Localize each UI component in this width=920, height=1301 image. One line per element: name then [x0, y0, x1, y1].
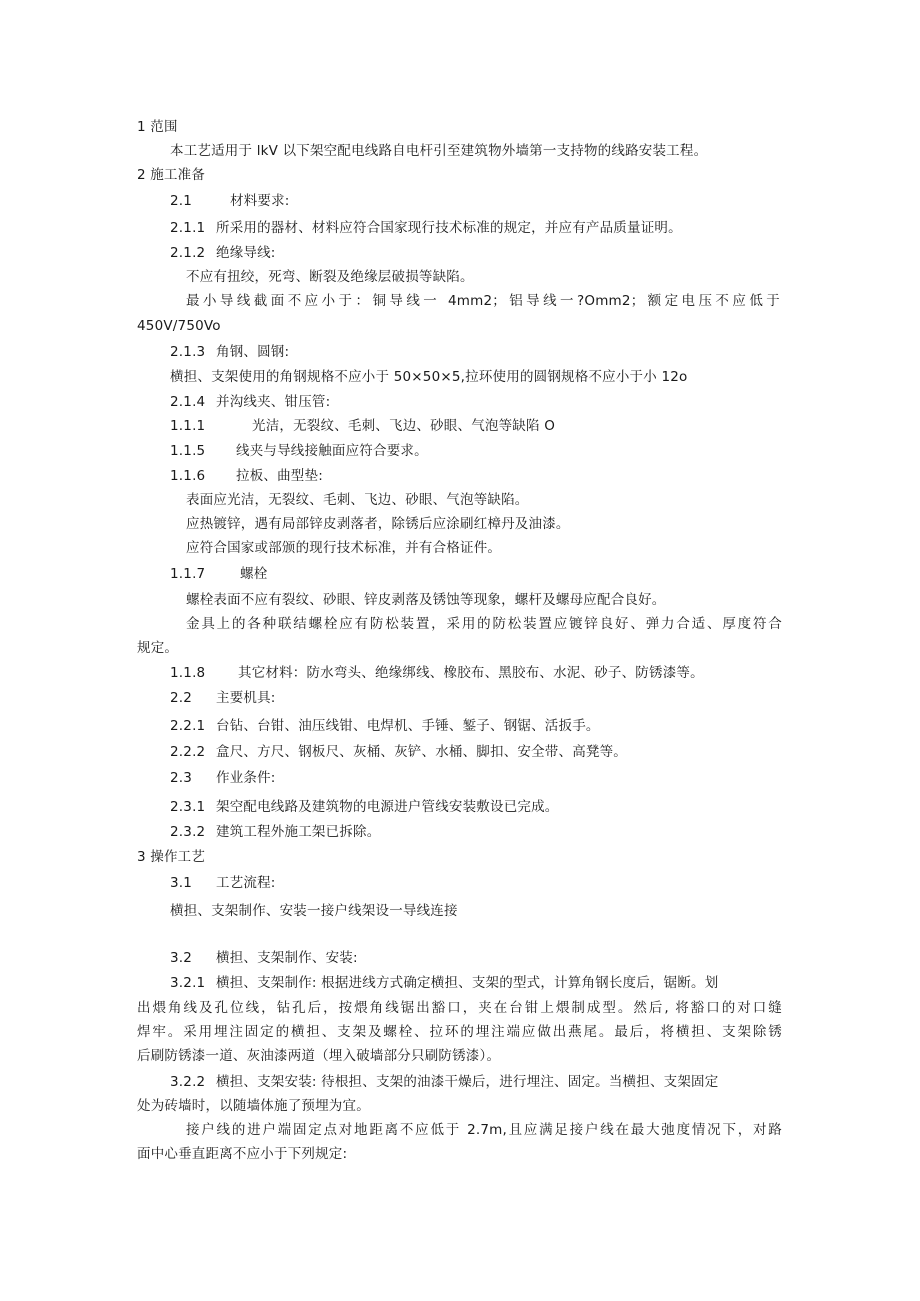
clause-1-1-1	[170, 416, 555, 436]
clause-3-2-2-line-2: 处为砖墙时，以随墙体施了预埋为宜。	[137, 1098, 370, 1114]
clause-text: 建筑工程外施工架已拆除。	[216, 824, 381, 840]
clause-number: 2.2.1	[170, 718, 206, 734]
clause-2-1-1	[170, 218, 682, 238]
clause-2-3-1	[170, 797, 559, 817]
clause-text: 线夹与导线接触面应符合要求。	[236, 443, 428, 459]
clause-2-1-2	[170, 243, 276, 263]
clause-3-2-1	[170, 973, 782, 993]
clause-number: 2.3	[170, 770, 193, 786]
clause-2-1	[170, 191, 290, 211]
clause-title: 作业条件:	[216, 770, 276, 786]
section-1-heading: 1 范围	[137, 119, 178, 135]
clause-title: 材料要求:	[230, 193, 290, 209]
plate-paragraph-1: 表面应光洁，无裂纹、毛刺、飞边、砂眼、气泡等缺陷。	[186, 492, 529, 508]
clause-3-2-2	[170, 1072, 782, 1092]
clause-text: 光洁，无裂纹、毛刺、飞边、砂眼、气泡等缺陷 O	[252, 418, 556, 434]
clause-text: 角钢、圆钢:	[216, 344, 290, 360]
clause-number: 2.1.1	[170, 220, 206, 236]
bolt-paragraph-1: 螺栓表面不应有裂纹、砂眼、锌皮剥落及锈蚀等现象，螺杆及螺母应配合良好。	[186, 592, 666, 608]
wire-paragraph-1: 不应有扭绞，死弯、断裂及绝缘层破损等缺陷。	[186, 269, 474, 285]
clause-2-3	[170, 768, 276, 788]
clause-1-1-5	[170, 441, 428, 461]
clause-1-1-7	[170, 564, 267, 584]
clause-text: 台钻、台钳、油压线钳、电焊机、手锤、錾子、钢锯、活扳手。	[216, 718, 600, 734]
clause-1-1-8	[170, 663, 704, 683]
steel-paragraph: 横担、支架使用的角钢规格不应小于 50×50×5,拉环使用的圆钢规格不应小于小 12o	[170, 369, 688, 385]
clause-1-1-6	[170, 466, 323, 486]
clause-2-2-1	[170, 716, 600, 736]
clause-number: 1.1.6	[170, 468, 206, 484]
clause-text: 拉板、曲型垫:	[236, 468, 323, 484]
clause-text: 螺栓	[240, 566, 268, 582]
plate-paragraph-3: 应符合国家或部颁的现行技术标准，并有合格证件。	[186, 540, 502, 556]
clause-text: 架空配电线路及建筑物的电源进户管线安装敷设已完成。	[216, 799, 559, 815]
section-2-heading: 2 施工准备	[137, 167, 206, 183]
clause-2-3-2	[170, 822, 380, 842]
clause-3-2-1-line-3: 焊牢。采用埋注固定的横担、支架及螺栓、拉环的埋注端应做出燕尾。最后，将横担、支架除锈	[137, 1024, 782, 1040]
section-3-heading: 3 操作工艺	[137, 849, 206, 865]
clause-number: 3.2.2	[170, 1074, 206, 1090]
section-1-paragraph: 本工艺适用于 lkV 以下架空配电线路自电杆引至建筑物外墙第一支持物的线路安装工程。	[170, 143, 708, 159]
clause-text: 盒尺、方尺、钢板尺、灰桶、灰铲、水桶、脚扣、安全带、高凳等。	[216, 744, 627, 760]
clause-number: 2.2	[170, 690, 193, 706]
drop-line-paragraph-line-1: 接户线的进户端固定点对地距离不应低于 2.7m,且应满足接户线在最大弛度情况下，对路	[186, 1122, 782, 1138]
wire-paragraph-2-line-1: 最小导线截面不应小于：铜导线一 4mm2；铝导线一?Omm2；额定电压不应低于	[186, 293, 780, 309]
clause-number: 3.2.1	[170, 975, 206, 991]
clause-number: 1.1.7	[170, 566, 206, 582]
clause-title: 主要机具:	[216, 690, 276, 706]
clause-text: 并沟线夹、钳压管:	[216, 394, 331, 410]
bolt-paragraph-2-line-2: 规定。	[137, 640, 179, 656]
clause-title: 横担、支架制作、安装:	[216, 950, 358, 966]
clause-title: 工艺流程:	[216, 875, 276, 891]
clause-3-1	[170, 873, 276, 893]
clause-number: 2.1.3	[170, 344, 206, 360]
clause-number: 2.2.2	[170, 744, 206, 760]
bolt-paragraph-2-line-1: 金具上的各种联结螺栓应有防松装置，采用的防松装置应镀锌良好、弹力合适、厚度符合	[186, 616, 782, 632]
clause-number: 2.1.4	[170, 394, 206, 410]
clause-2-2-2	[170, 742, 627, 762]
clause-text: 横担、支架制作: 根据进线方式确定横担、支架的型式，计算角钢长度后，锯断。划	[216, 975, 719, 991]
clause-text: 其它材料：防水弯头、绝缘绑线、橡胶布、黑胶布、水泥、砂子、防锈漆等。	[238, 665, 704, 681]
clause-text: 所采用的器材、材料应符合国家现行技术标准的规定，并应有产品质量证明。	[216, 220, 682, 236]
clause-text: 绝缘导线:	[216, 245, 276, 261]
clause-2-2	[170, 688, 276, 708]
clause-2-1-3	[170, 342, 289, 362]
clause-number: 2.1.2	[170, 245, 206, 261]
clause-3-2-1-line-4: 后刷防锈漆一道、灰油漆两道（埋入破墙部分只刷防锈漆）。	[137, 1048, 501, 1064]
clause-number: 3.1	[170, 875, 193, 891]
clause-number: 1.1.8	[170, 665, 206, 681]
clause-number: 1.1.1	[170, 418, 206, 434]
clause-2-1-4	[170, 392, 330, 412]
wire-paragraph-2-line-2: 450V/750Vo	[137, 318, 221, 334]
clause-number: 3.2	[170, 950, 193, 966]
clause-number: 1.1.5	[170, 443, 206, 459]
clause-number: 2.3.1	[170, 799, 206, 815]
clause-3-2-1-line-2: 出煨角线及孔位线，钻孔后，按煨角线锯出豁口，夹在台钳上煨制成型。然后, 将豁口的对口缝	[137, 1000, 782, 1016]
clause-number: 2.1	[170, 193, 193, 209]
process-flow: 横担、支架制作、安装一接户线架设一导线连接	[170, 903, 458, 919]
clause-3-2	[170, 948, 358, 968]
plate-paragraph-2: 应热镀锌，遇有局部锌皮剥落者，除锈后应涂刷红樟丹及油漆。	[186, 516, 570, 532]
clause-number: 2.3.2	[170, 824, 206, 840]
clause-text: 横担、支架安装: 待根担、支架的油漆干燥后，进行埋注、固定。当横担、支架固定	[216, 1074, 719, 1090]
drop-line-paragraph-line-2: 面中心垂直距离不应小于下列规定:	[137, 1146, 348, 1162]
